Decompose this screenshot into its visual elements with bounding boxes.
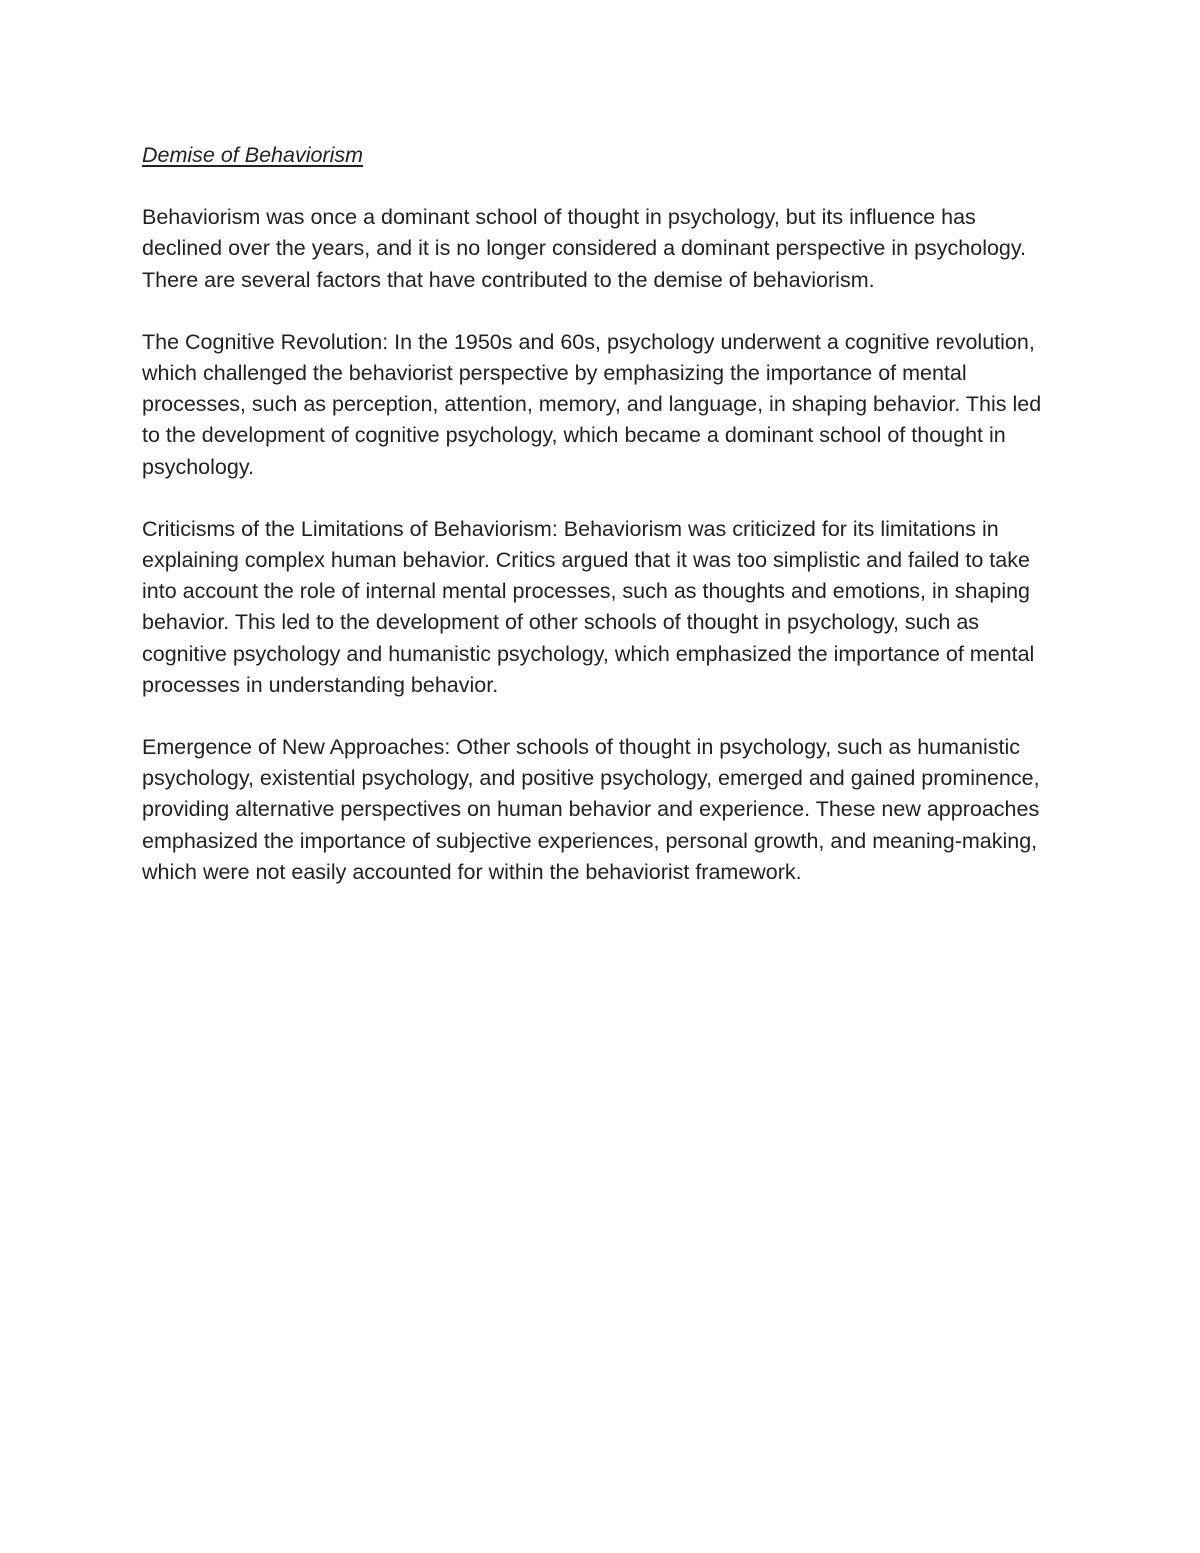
- paragraph-intro: Behaviorism was once a dominant school of thought in psychology, but its influence has declined over the years, and it is no longer considered a dominant perspective in psychology. There are several factors that have contributed to the demise of behaviorism.: [142, 205, 1027, 292]
- paragraph-new-approaches: Emergence of New Approaches: Other schools of thought in psychology, such as humanistic psychology, existential psychology, and positive psychology, emerged and gained prominence, providing alternative perspectives on human behavior and experience. These new approaches emphasized the importance of subjective experiences, personal growth, and meaning-making, which were not easily accounted for within the behaviorist framework.: [142, 735, 1040, 884]
- paragraph-cognitive-revolution: The Cognitive Revolution: In the 1950s and 60s, psychology underwent a cognitive revolution, which challenged the behaviorist perspective by emphasizing the importance of mental processes, such as perception, attention, memory, and language, in shaping behavior. This led to the development of cognitive psychology, which became a dominant school of thought in psychology.: [142, 329, 1042, 479]
- document-title: Demise of Behaviorism: [142, 143, 364, 167]
- paragraph-criticisms: Criticisms of the Limitations of Behaviorism: Behaviorism was criticized for its limitations in explaining complex human behavior. Critics argued that it was too simplistic and failed to take into account the role of internal mental processes, such as thoughts and emotions, in shaping behavior. This led to the development of other schools of thought in psychology, such as cognitive psychology and humanistic psychology, which emphasized the importance of mental processes in understanding behavior.: [142, 516, 1035, 697]
- document-body: [142, 140, 1072, 919]
